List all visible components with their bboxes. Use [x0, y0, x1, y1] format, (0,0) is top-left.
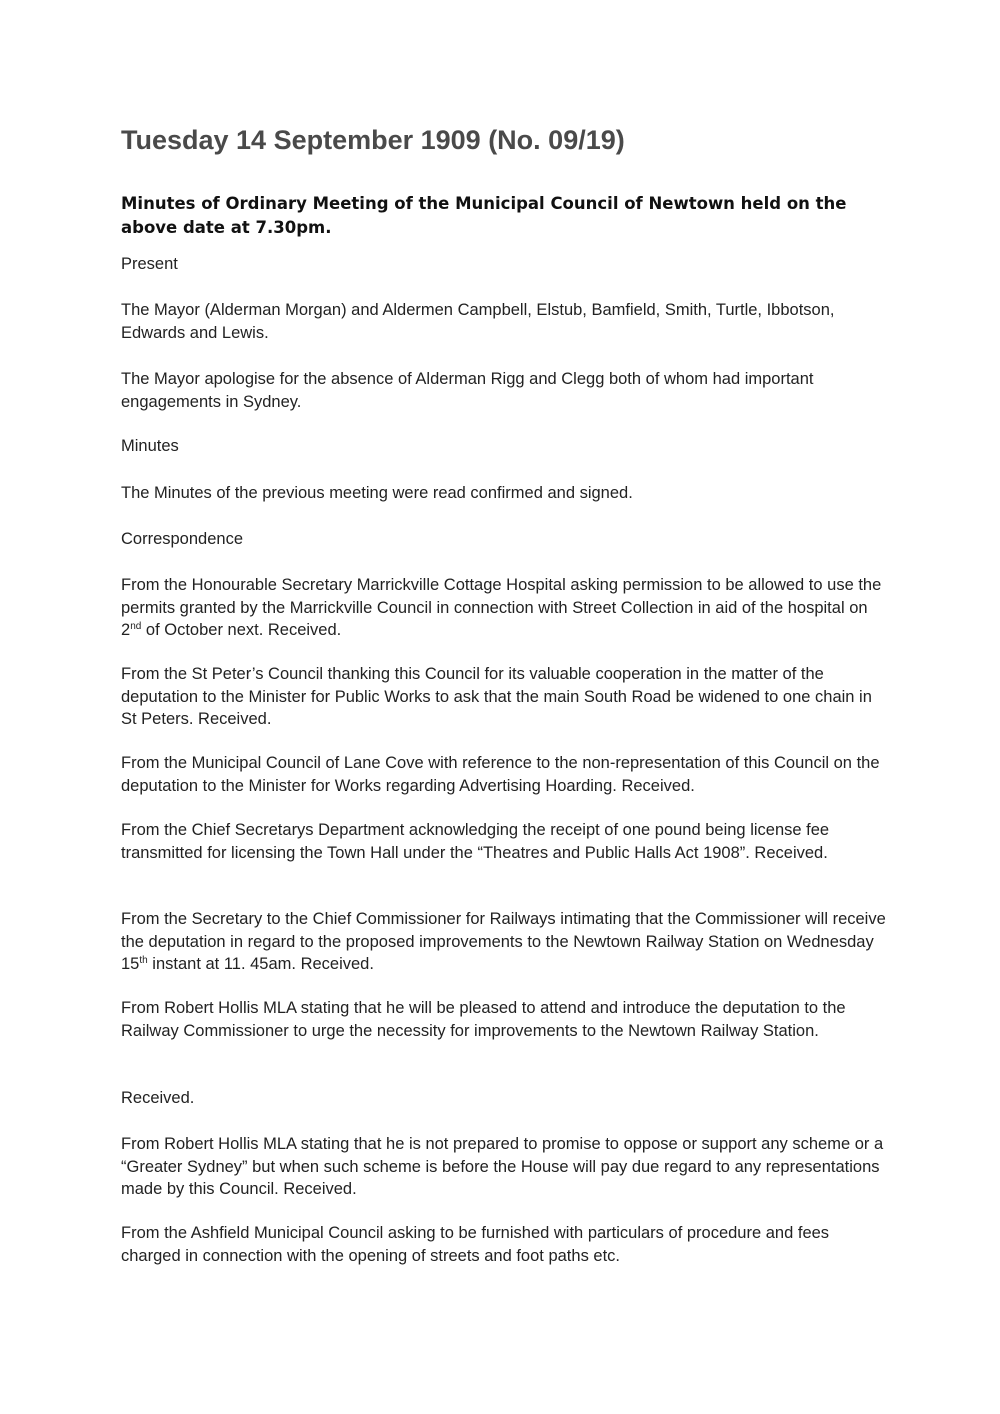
- meeting-subtitle: Minutes of Ordinary Meeting of the Municipal Council of Newtown held on the above date at 7.30pm.: [121, 194, 847, 237]
- marrickville-text-a: From the Honourable Secretary Marrickville Cottage Hospital asking permission to be allowed to use the permits granted by the Marrickville Council in connection with Street Collection in aid of the hospital on 2: [121, 576, 882, 639]
- minutes-heading: Minutes: [121, 437, 179, 455]
- correspondence-item-st-peters: From the St Peter’s Council thanking this Council for its valuable cooperation in the matter of the deputation to the Minister for Public Works to ask that the main South Road be widened to one chain in St Peters. Received.: [121, 665, 872, 728]
- present-attendees: The Mayor (Alderman Morgan) and Aldermen Campbell, Elstub, Bamfield, Smith, Turtle, Ibbotson, Edwards and Lewis.: [121, 301, 835, 342]
- railways-text-b: instant at 11. 45am. Received.: [147, 955, 374, 973]
- marrickville-ordinal: nd: [130, 621, 142, 632]
- railways-ordinal: th: [139, 955, 148, 966]
- correspondence-heading: Correspondence: [121, 530, 243, 548]
- present-heading: Present: [121, 255, 178, 273]
- correspondence-item-lane-cove: From the Municipal Council of Lane Cove with reference to the non-representation of this Council on the deputation to the Minister for Works regarding Advertising Hoarding. Received.: [121, 754, 880, 795]
- correspondence-item-hollis-attend: From Robert Hollis MLA stating that he will be pleased to attend and introduce the deputation to the Railway Commissioner to urge the necessity for improvements to the Newtown Railway Station.: [121, 999, 846, 1040]
- marrickville-text-b: of October next. Received.: [141, 621, 342, 639]
- correspondence-item-ashfield: From the Ashfield Municipal Council asking to be furnished with particulars of procedure and fees charged in connection with the opening of streets and foot paths etc.: [121, 1224, 830, 1265]
- page-title: Tuesday 14 September 1909 (No. 09/19): [121, 125, 625, 155]
- correspondence-item-chief-secretary: From the Chief Secretarys Department acknowledging the receipt of one pound being license fee transmitted for licensing the Town Hall under the “Theatres and Public Halls Act 1908”. Received.: [121, 821, 830, 862]
- correspondence-item-railways: [121, 908, 886, 976]
- apology-paragraph: The Mayor apologise for the absence of Alderman Rigg and Clegg both of whom had important engagements in Sydney.: [121, 370, 814, 411]
- correspondence-item-marrickville: [121, 574, 886, 642]
- railways-text-a: From the Secretary to the Chief Commissioner for Railways intimating that the Commissioner will receive the deputation in regard to the proposed improvements to the Newtown Railway Station on Wednesday 15: [121, 910, 886, 973]
- correspondence-received: Received.: [121, 1089, 195, 1107]
- minutes-paragraph: The Minutes of the previous meeting were read confirmed and signed.: [121, 484, 633, 502]
- correspondence-item-hollis-greater-sydney: From Robert Hollis MLA stating that he is not prepared to promise to oppose or support any scheme or a “Greater Sydney” but when such scheme is before the House will pay due regard to any representations made by this Council. Received.: [121, 1135, 884, 1198]
